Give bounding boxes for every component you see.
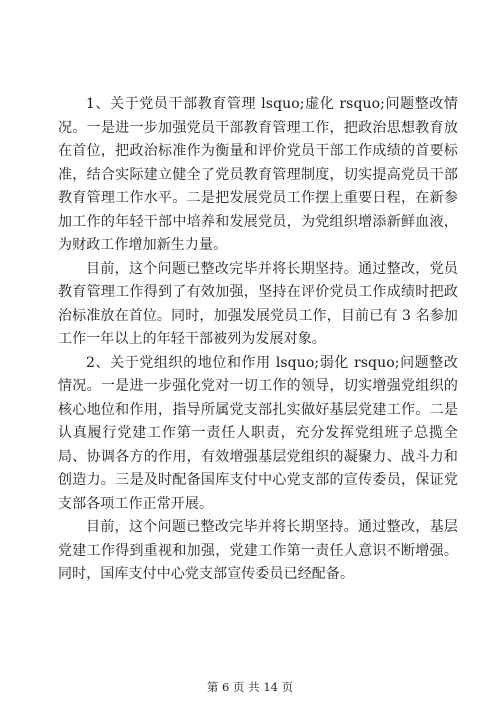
paragraph-4: 目前，这个问题已整改完毕并将长期坚持。通过整改，基层党建工作得到重视和加强，党建工作第一责任人意识不断增强。同时，国库支付中心党支部宣传委员已经配备。 xyxy=(58,519,458,582)
paragraph-2: 目前，这个问题已整改完毕并将长期坚持。通过整改，党员教育管理工作得到了有效加强，坚持在评价党员工作成绩时把政治标准放在首位。同时，加强发展党员工作，目前已有 3 名参加工作一年以上的年轻干部被列为发展对象。 xyxy=(58,260,458,347)
document-body xyxy=(58,93,458,587)
page-number-footer: 第 6 页 共 14 页 xyxy=(206,680,294,694)
paragraph-3: 2、关于党组织的地位和作用 lsquo;弱化 rsquo;问题整改情况。一是进一步强化党对一切工作的领导，切实增强党组织的核心地位和作用，指导所属党支部扎实做好基层党建工作。二是认真履行党建工作第一责任人职责，充分发挥党组班子总揽全局、协调各方的作用，有效增强基层党组织的凝聚力、战斗力和创造力。三是及时配备国库支付中心党支部的宣传委员，保证党支部各项工作正常开展。 xyxy=(58,354,458,512)
paragraph-1: 1、关于党员干部教育管理 lsquo;虚化 rsquo;问题整改情况。一是进一步加强党员干部教育管理工作，把政治思想教育放在首位，把政治标准作为衡量和评价党员干部工作成绩的首要标准，结合实际建立健全了党员教育管理制度，切实提高党员干部教育管理工作水平。二是把发展党员工作摆上重要日程，在新参加工作的年轻干部中培养和发展党员，为党组织增添新鲜血液，为财政工作增加新生力量。 xyxy=(58,96,458,253)
